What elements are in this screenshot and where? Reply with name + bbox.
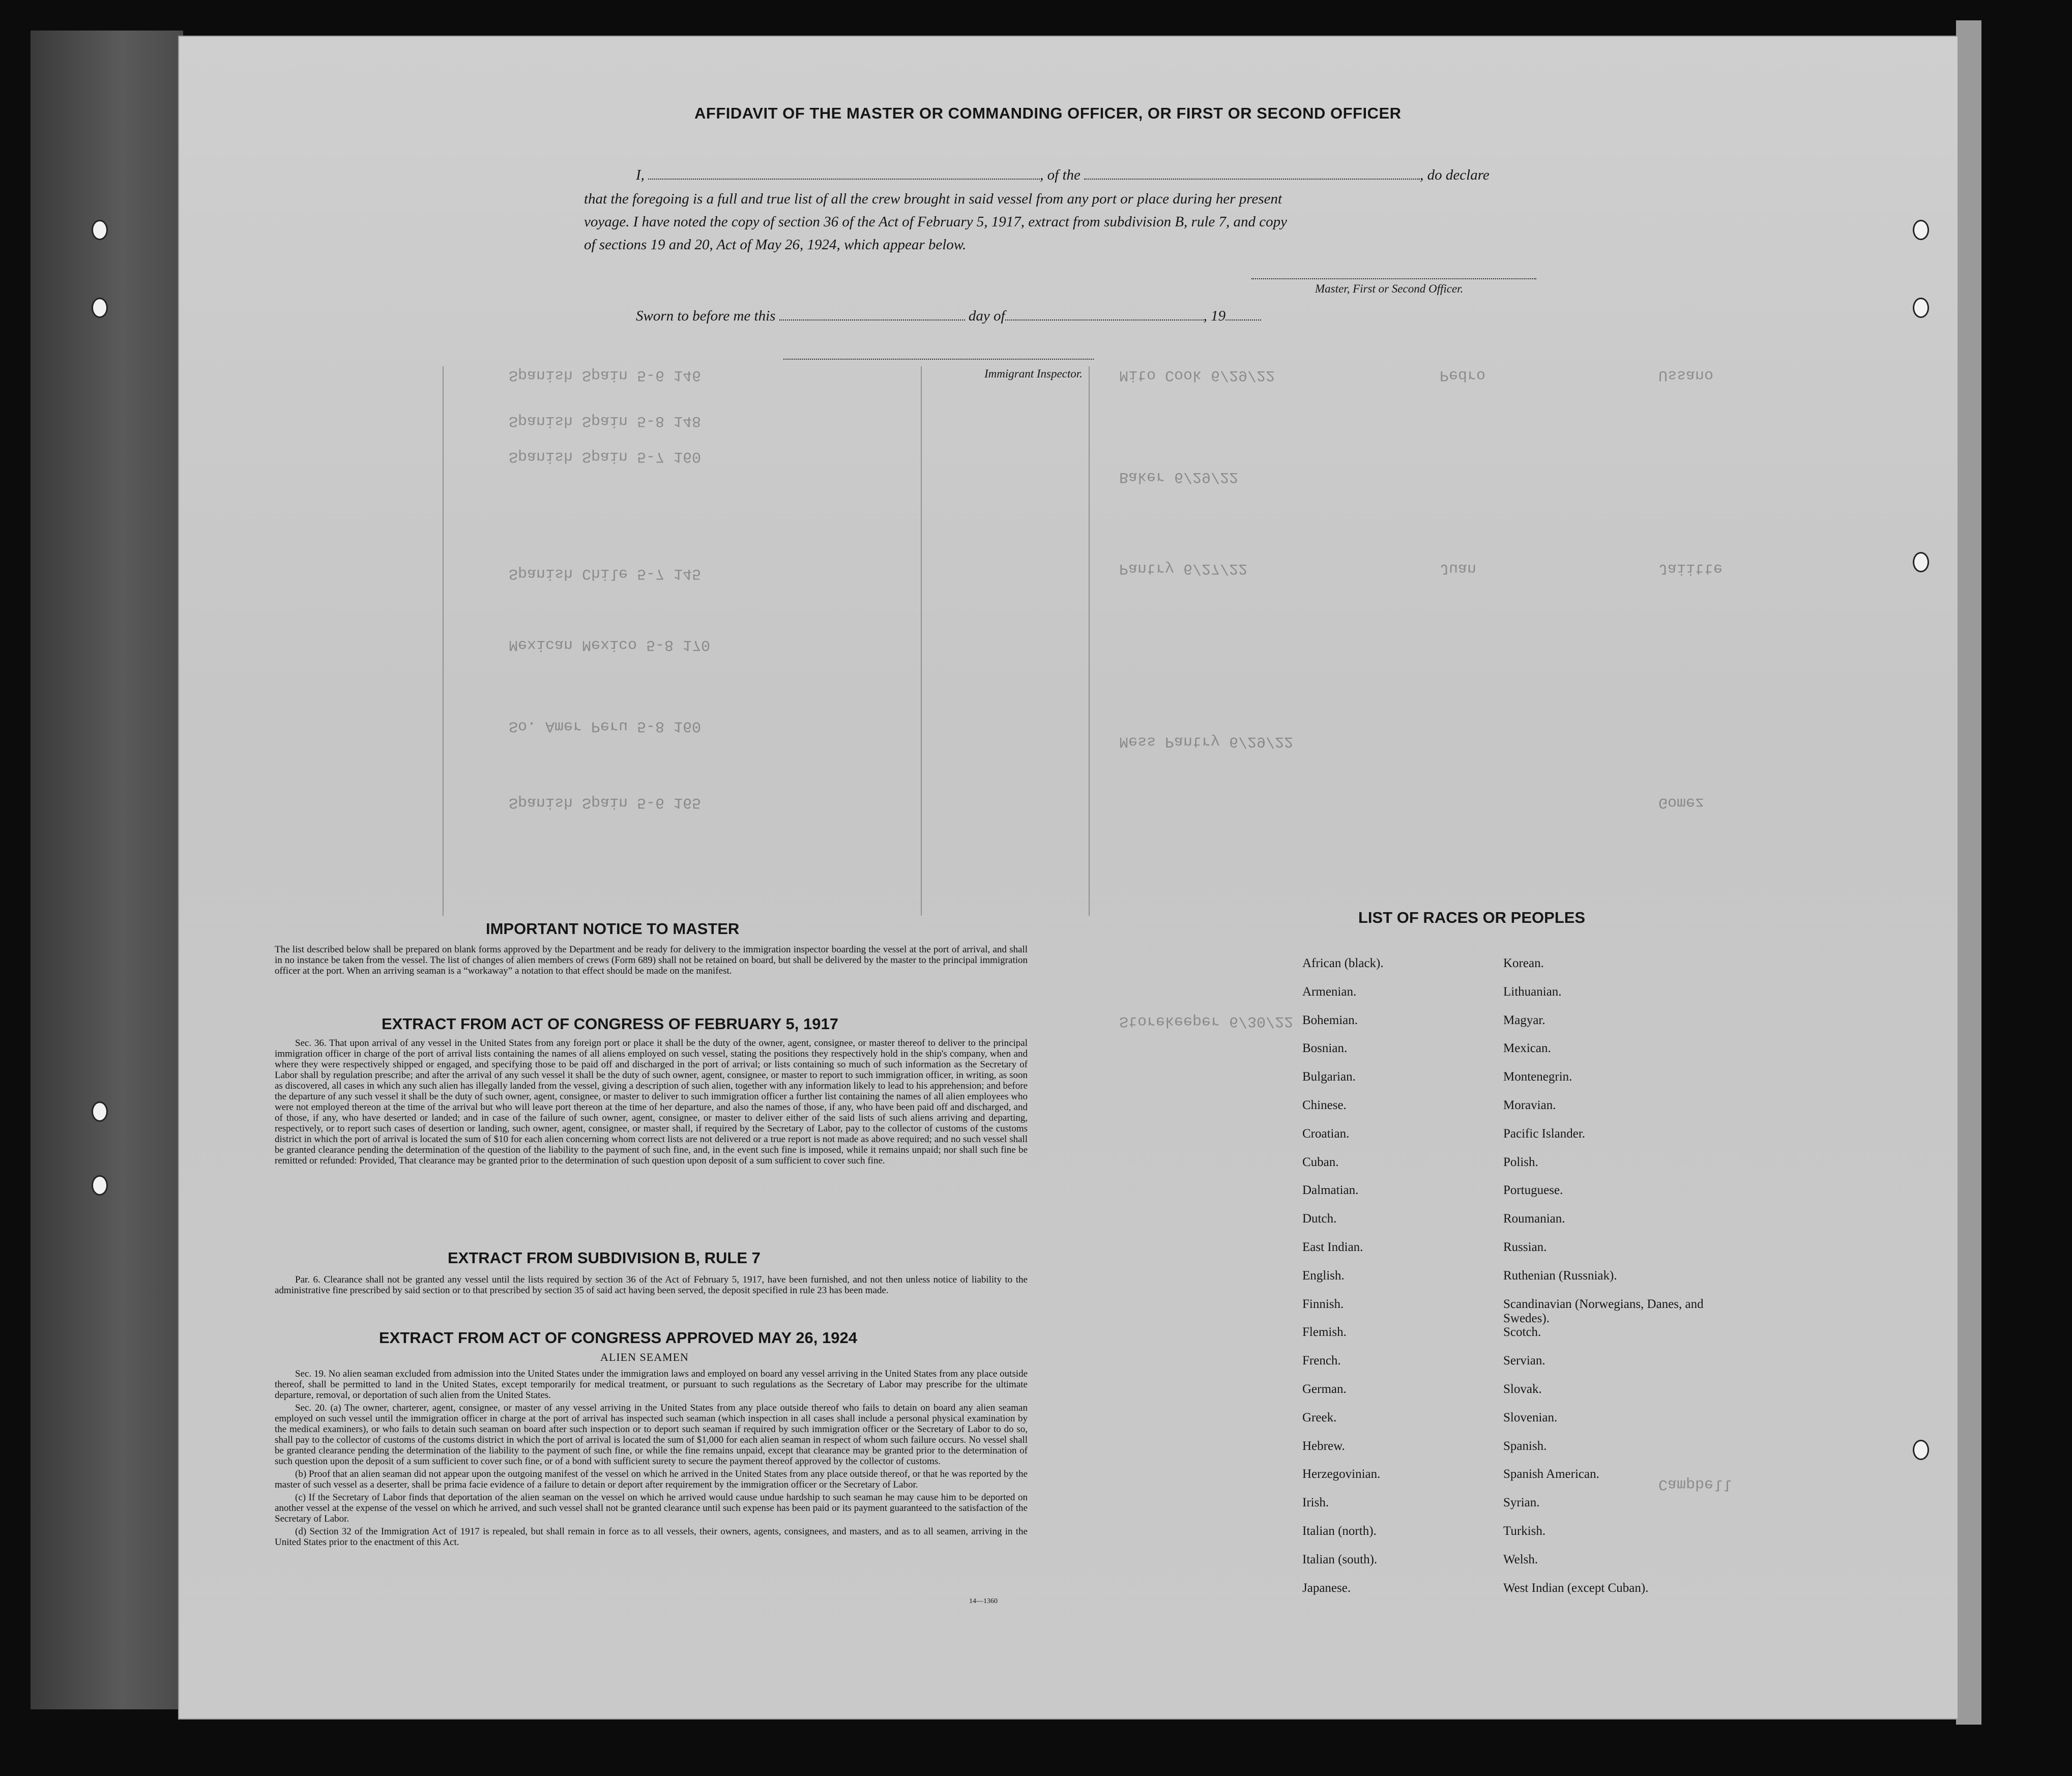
binder-hole [92, 1101, 108, 1122]
notice-title: IMPORTANT NOTICE TO MASTER [486, 920, 740, 938]
page-edge [1956, 20, 1981, 1725]
bleed-through-text: Mito Cook 6/29/22 [1119, 366, 1275, 384]
declare-text: , do declare [1420, 167, 1490, 183]
notice-body [275, 944, 1028, 978]
race-entry: Servian. [1503, 1354, 1545, 1367]
race-entry: Magyar. [1503, 1013, 1545, 1027]
race-entry: East Indian. [1302, 1240, 1363, 1254]
bleed-through-text: Juan [1440, 560, 1477, 577]
bleed-through-text: Spanish Spain 5-8 148 [509, 412, 702, 429]
extract-1924-body [275, 1369, 1028, 1550]
race-entry: Finnish. [1302, 1297, 1344, 1311]
section-20b-paragraph: (b) Proof that an alien seaman did not appear upon the outgoing manifest of the vessel on which he arrived in the United States from any place outside thereof, or that he was reported by the master of such vessel as a deserter, shall be prima facie evidence of a failure to detain or deport after requirement by the immigration officer or the Secretary of Labor. [275, 1469, 1028, 1490]
paragraph-6: Par. 6. Clearance shall not be granted any vessel until the lists required by section 36 of the Act of February 5, 1917, have been furnished, and not then unless notice of liability to the administrative fine prescribed by said section or to that prescribed by section 35 of said act having been served, the deposit specified in rule 23 has been made. [275, 1274, 1028, 1296]
binder-hole [1913, 1440, 1929, 1460]
race-entry: Bulgarian. [1302, 1070, 1356, 1084]
extract-1924-title: EXTRACT FROM ACT OF CONGRESS APPROVED MAY 26, 1924 [379, 1329, 857, 1347]
section-20d-paragraph: (d) Section 32 of the Immigration Act of 1917 is repealed, but shall remain in force as to all vessels, their owners, agents, consignees, and masters, and as to all seamen, arriving in the United States prior to the enactment of this Act. [275, 1526, 1028, 1548]
binder-hole [1913, 220, 1929, 240]
bleed-through-text: Baker 6/29/22 [1119, 468, 1239, 485]
binder-hole [92, 220, 108, 240]
bleed-through-text: Pantry 6/27/22 [1119, 560, 1248, 577]
form-number: 14—1360 [969, 1597, 998, 1605]
affidavit-line-1 [636, 167, 1490, 184]
bleed-through-rule [921, 366, 922, 916]
race-entry: Hebrew. [1302, 1439, 1345, 1453]
bleed-through-text: Jaiitte [1658, 560, 1723, 577]
section-20a-paragraph: Sec. 20. (a) The owner, charterer, agent, consignee, or master of any vessel arriving in the United States from any place outside thereof who fails to detain on board any alien seaman employed on such vessel until the immigration officer in charge at the port of arrival has inspected such seaman (which inspection in all cases shall include a personal physical examination by the medical examiners), or who fails to detain such seaman on board after such inspection or to deport such seaman if required by such immigration officer or the Secretary of Labor to do so, shall pay to the collector of customs of the customs district in which the port of arrival is located the sum of $1,000 for each alien seaman in respect of whom such failure occurs. No vessel shall be granted clearance pending the determination of the liability to the payment of such fine, or while the fine remains unpaid, except that clearance may be granted prior to the determination of such question upon the deposit of a sum sufficient to cover such fine, or of a bond with sufficient surety to secure the payment thereof approved by the collector of customs. [275, 1403, 1028, 1467]
section-36-paragraph: Sec. 36. That upon arrival of any vessel in the United States from any foreign port or place it shall be the duty of the owner, agent, consignee, or master thereof to deliver to the principal immigration officer in charge of the port of arrival lists containing the names of all aliens employed on such vessel, stating the positions they respectively hold in the ship's company, when and where they were respectively shipped or engaged, and specifying those to be paid off and discharged in the port of arrival; or lists containing so much of such information as the Secretary of Labor shall by regulation prescribe; and after the arrival of any such vessel it shall be the duty of such owner, agent, consignee, or master to report to such immigration officer, in writing, as soon as discovered, all cases in which any such alien has illegally landed from the vessel, giving a description of such alien, together with any information likely to lead to his apprehension; and before the departure of any such vessel it shall be the duty of such owner, agent, consignee, or master to deliver to such immigration officer a further list containing the names of all alien employees who were not employed thereon at the time of the arrival but who will leave port thereon at the time of her departure, and also the names of those, if any, who have been paid off and discharged, and of those, if any, who have deserted or landed; and in case of the failure of such owner, agent, consignee, or master to deliver either of the said lists of such aliens arriving and departing, respectively, or to report such cases of desertion or landing, such owner, agent, consignee, or master shall, if required by the Secretary of Labor, pay to the collector of customs of the customs district in which the port of arrival is located the sum of $10 for each alien concerning whom correct lists are not delivered or a true report is not made as above required; and no such vessel shall be granted clearance pending the determination of the question of the liability to the payment of such fine, and, in the event such fine is imposed, while it remains unpaid; nor shall such fine be remitted or refunded: Provided, That clearance may be granted prior to the determination of such question upon deposit of a sum sufficient to cover such fine. [275, 1038, 1028, 1166]
binder-hole [1913, 552, 1929, 572]
race-entry: Moravian. [1503, 1098, 1556, 1112]
bleed-through-text: Storekeeper 6/30/22 [1119, 1012, 1294, 1030]
race-entry: Syrian. [1503, 1496, 1540, 1509]
bleed-through-text: Spanish Spain 5-6 146 [509, 366, 702, 384]
bleed-through-text: Campbell [1658, 1475, 1732, 1493]
section-20c-paragraph: (c) If the Secretary of Labor finds that deportation of the alien seaman on the vessel on which he arrived would cause undue hardship to such seaman he may cause him to be deported on another vessel at the expense of the vessel on which he arrived, and such vessel shall not be granted clearance until such expense has been paid or its payment guaranteed to the satisfaction of the Secretary of Labor. [275, 1492, 1028, 1524]
race-entry: English. [1302, 1269, 1345, 1283]
race-entry: Chinese. [1302, 1098, 1347, 1112]
race-entry: Ruthenian (Russniak). [1503, 1269, 1617, 1283]
declarant-prefix: I, [636, 167, 645, 183]
sworn-month-field[interactable] [1005, 319, 1204, 321]
race-entry: Spanish. [1503, 1439, 1547, 1453]
section-19-paragraph: Sec. 19. No alien seaman excluded from admission into the United States under the immigration laws and employed on board any vessel arriving in the United States from any place outside thereof, shall be permitted to land in the United States, except temporarily for medical treatment, or pursuant to such regulations as the Secretary of Labor may prescribe for the ultimate departure, removal, or deportation of such alien from the United States. [275, 1369, 1028, 1401]
race-entry: Welsh. [1503, 1553, 1538, 1566]
bleed-through-text: Ussano [1658, 366, 1714, 384]
race-entry: Lithuanian. [1503, 985, 1562, 999]
race-entry: Portuguese. [1503, 1183, 1563, 1197]
bleed-through-text: Gomez [1658, 794, 1705, 811]
binder-hole [92, 1175, 108, 1196]
bleed-through-text: Spanish Chile 5-7 145 [509, 565, 702, 582]
race-entry: Bohemian. [1302, 1013, 1358, 1027]
affidavit-line-3: voyage. I have noted the copy of section 36 of the Act of February 5, 1917, extract from subdivision B, rule 7, and copy [584, 214, 1288, 230]
race-entry: German. [1302, 1382, 1347, 1396]
bleed-through-text: So. Amer Peru 5-8 160 [509, 717, 702, 735]
race-entry: Scandinavian (Norwegians, Danes, and Swedes). [1503, 1297, 1704, 1325]
inspector-signature-line[interactable] [783, 359, 1094, 360]
race-entry: Greek. [1302, 1411, 1337, 1424]
race-entry: Turkish. [1503, 1524, 1546, 1538]
binding-strip [31, 31, 183, 1709]
sworn-day-of: day of [968, 308, 1005, 324]
race-entry: Slovenian. [1503, 1411, 1558, 1424]
race-entry: Bosnian. [1302, 1041, 1348, 1055]
affidavit-line-2: that the foregoing is a full and true list of all the crew brought in said vessel from any port or place during her present [584, 191, 1282, 207]
race-entry: Japanese. [1302, 1581, 1351, 1595]
race-entry: Cuban. [1302, 1155, 1339, 1169]
race-entry: Croatian. [1302, 1127, 1350, 1141]
race-entry: Irish. [1302, 1496, 1329, 1509]
race-entry: Russian. [1503, 1240, 1547, 1254]
bleed-through-text: Pedro [1440, 366, 1486, 384]
race-entry: Mexican. [1503, 1041, 1551, 1055]
bleed-through-text: Spanish Spain 5-6 165 [509, 794, 702, 811]
race-entry: Slovak. [1503, 1382, 1542, 1396]
affidavit-line-4: of sections 19 and 20, Act of May 26, 1924, which appear below. [584, 237, 967, 253]
vessel-name-field[interactable] [1084, 179, 1420, 180]
affidavit-title: AFFIDAVIT OF THE MASTER OR COMMANDING OFFICER, OR FIRST OR SECOND OFFICER [694, 104, 1402, 122]
races-title: LIST OF RACES OR PEOPLES [1358, 909, 1586, 926]
inspector-caption: Immigrant Inspector. [984, 367, 1083, 380]
bleed-through-text: Spanish Spain 5-7 160 [509, 448, 702, 465]
extract-rule7-body [275, 1274, 1028, 1298]
race-entry: French. [1302, 1354, 1341, 1367]
race-entry: Herzegovinian. [1302, 1467, 1381, 1481]
binder-hole [92, 298, 108, 318]
sworn-year-prefix: , 19 [1203, 308, 1226, 324]
sworn-year-field[interactable] [1225, 319, 1261, 321]
race-entry: Spanish American. [1503, 1467, 1599, 1481]
sworn-day-field[interactable] [779, 319, 965, 321]
extract-rule7-title: EXTRACT FROM SUBDIVISION B, RULE 7 [448, 1249, 761, 1267]
binder-hole [1913, 298, 1929, 318]
vessel-prefix: , of the [1040, 167, 1081, 183]
race-entry: West Indian (except Cuban). [1503, 1581, 1649, 1595]
master-caption: Master, First or Second Officer. [1315, 282, 1464, 295]
race-entry: Montenegrin. [1503, 1070, 1572, 1084]
race-entry: Polish. [1503, 1155, 1538, 1169]
bleed-through-rule [1089, 366, 1090, 916]
bleed-through-text: Mexican Mexico 5-8 170 [509, 636, 711, 653]
sworn-line [636, 308, 1261, 325]
race-entry: Armenian. [1302, 985, 1357, 999]
sworn-prefix: Sworn to before me this [636, 308, 776, 324]
race-entry: Italian (south). [1302, 1553, 1378, 1566]
declarant-name-field[interactable] [648, 179, 1040, 180]
extract-1917-body [275, 1038, 1028, 1168]
extract-1917-title: EXTRACT FROM ACT OF CONGRESS OF FEBRUARY 5, 1917 [382, 1015, 838, 1033]
master-signature-line[interactable] [1251, 278, 1536, 279]
race-entry: Italian (north). [1302, 1524, 1377, 1538]
bleed-through-text: Mess Pantry 6/29/22 [1119, 733, 1294, 750]
notice-paragraph: The list described below shall be prepared on blank forms approved by the Department and be ready for delivery to the immigration inspector boarding the vessel at the port of arrival, and shall in no instance be taken from the vessel. The list of changes of alien members of crews (Form 689) shall not be retained on board, but shall be delivered by the master to the principal immigration officer at the port. When an arriving seaman is a “workaway” a notation to that effect should be made on the manifest. [275, 944, 1028, 976]
race-entry: Dutch. [1302, 1212, 1337, 1226]
alien-seamen-subtitle: ALIEN SEAMEN [600, 1351, 689, 1363]
race-entry: African (black). [1302, 956, 1384, 970]
race-entry: Pacific Islander. [1503, 1127, 1586, 1141]
race-entry: Roumanian. [1503, 1212, 1565, 1226]
race-entry: Korean. [1503, 956, 1544, 970]
race-entry: Scotch. [1503, 1325, 1541, 1339]
bleed-through-rule [443, 366, 444, 916]
race-entry: Flemish. [1302, 1325, 1347, 1339]
race-entry: Dalmatian. [1302, 1183, 1359, 1197]
